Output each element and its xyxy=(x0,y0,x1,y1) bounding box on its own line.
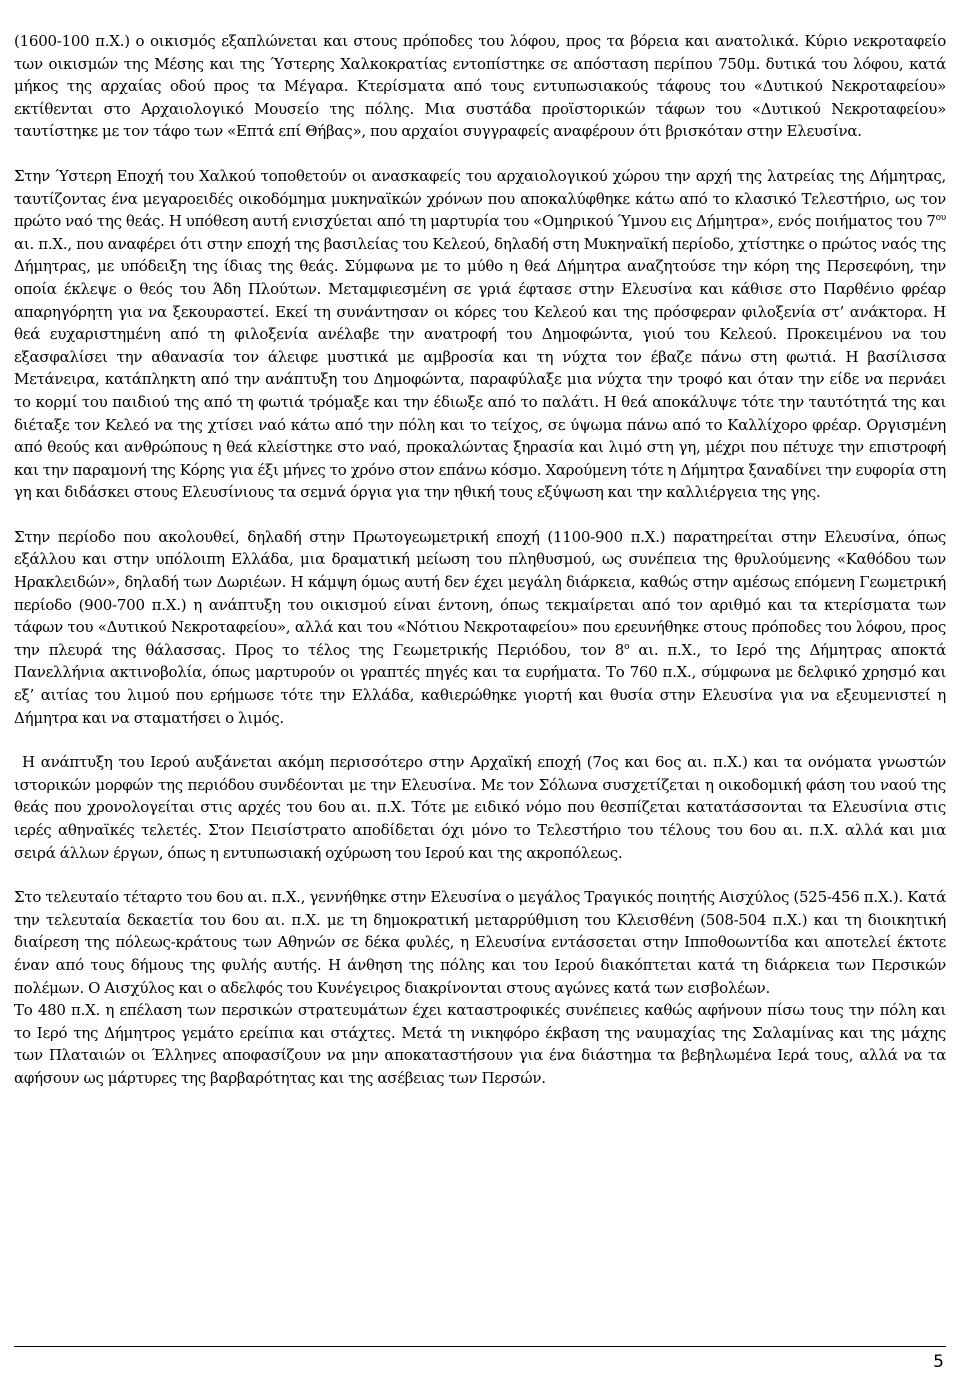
paragraph-text: Στο τελευταίο τέταρτο του 6ου αι. π.Χ., γεννήθηκε στην Ελευσίνα ο μεγάλος Τραγικός ποιητής Αισχύλος (525-456 π.Χ.). Κατά την τελευταία δεκαετία του 6ου αι. π.Χ. με τη δημοκρατική μεταρρύθμιση του Κλεισθένη (508-504 π.Χ.) και τη διοικητική διαίρεση της πόλεως-κράτους των Αθηνών σε δέκα φυλές, η Ελευσίνα εντάσσεται στην Ιπποθοωντίδα και αποτελεί έκτοτε έναν από τους δήμους της φυλής αυτής. Η άνθηση της πόλης και του Ιερού διακόπτεται κατά τη διάρκεια των Περσικών πολέμων. Ο Αισχύλος και ο αδελφός του Κυνέγειρος διακρίνονται στους αγώνες κατά των εισβολέων. xyxy=(14,888,946,997)
paragraph-text: Στην περίοδο που ακολουθεί, δηλαδή στην Πρωτογεωμετρική εποχή (1100-900 π.Χ.) παρατηρείται στην Ελευσίνα, όπως εξάλλου και στην υπόλοιπη Ελλάδα, μια δραματική μείωση του πληθυσμού, ως συνέπεια της θρυλούμενης «Καθόδου των Ηρακλειδών», δηλαδή των Δωριέων. Η κάμψη όμως αυτή δεν έχει μεγάλη διάρκεια, καθώς στην αμέσως επόμενη Γεωμετρική περίοδο (900-700 π.Χ.) η ανάπτυξη του οικισμού είναι έντονη, όπως τεκμαίρεται από τον αριθμό και τα κτερίσματα των τάφων του «Δυτικού Νεκροταφείου», αλλά και του «Νότιου Νεκροταφείου» που ερευνήθηκε στους πρόποδες του λόφου, προς την πλευρά της θάλασσας. Προς το τέλος της Γεωμετρικής Περιόδου, τον 8 xyxy=(14,527,946,659)
paragraph-text: αι. π.Χ., το Ιερό της Δήμητρας αποκτά Πανελλήνια ακτινοβολία, όπως μαρτυρούν οι γραπτές πηγές και τα ευρήματα. Το 760 π.Χ., σύμφωνα με δελφικό χρησμό και εξ’ αιτίας του λιμού που ερήμωσε τότε την Ελλάδα, καθιερώθηκε γιορτή και θυσία στην Ελευσίνα για να εξευμενιστεί η Δήμητρα και να σταματήσει ο λιμός. xyxy=(14,640,947,727)
paragraph-gap xyxy=(14,504,946,526)
footer-divider xyxy=(14,1346,946,1347)
paragraph-text: Το 480 π.Χ. η επέλαση των περσικών στρατευμάτων έχει καταστροφικές συνέπειες καθώς αφήνουν πίσω τους την πόλη και το Ιερό της Δήμητρος γεμάτο ερείπια και στάχτες. Μετά τη νικηφόρο έκβαση της ναυμαχίας της Σαλαμίνας και της μάχης των Πλαταιών οι Έλληνες αποφασίζουν να μην αποκαταστήσουν για ένα διάστημα τα βεβηλωμένα Ιερά τους, αλλά να τα αφήσουν ως μάρτυρες της βαρβαρότητας και της ασέβειας των Περσών. xyxy=(14,1001,946,1087)
paragraph-text: Στην Ύστερη Εποχή του Χαλκού τοποθετούν οι ανασκαφείς του αρχαιολογικού χώρου την αρχή της λατρείας της Δήμητρας, ταυτίζοντας ένα μεγαροειδές οικοδόμημα μυκηναϊκών χρόνων που αποκαλύφθηκε κάτω από το κλασικό Τελεστήριο, ως τον πρώτο ναό της θεάς. Η υπόθεση αυτή ενισχύεται από τη μαρτυρία του «Ομηρικού Ύμνου εις Δήμητρα», ενός ποιήματος του 7 xyxy=(14,166,946,231)
paragraph-persian-invasion xyxy=(14,999,946,1089)
paragraph-text: αι. π.Χ., που αναφέρει ότι στην εποχή της βασιλείας του Κελεού, δηλαδή στη Μυκηναϊκή περίοδο, χτίστηκε ο πρώτος ναός της Δήμητρας, με υπόδειξη της ίδιας της θεάς. Σύμφωνα με το μύθο η θεά Δήμητρα αναζητούσε την κόρη της Περσεφόνη, την οποία έκλεψε ο θεός του Άδη Πλούτων. Μεταμφιεσμένη σε γριά έφτασε στην Ελευσίνα και κάθισε στο Παρθένιο φρέαρ απαρηγόρητη για να ξεκουραστεί. Εκεί τη συνάντησαν οι κόρες του Κελεού και της πρόσφεραν φιλοξενία στ’ ανάκτορα. Η θεά ευχαριστημένη από τη φιλοξενία ανέλαβε την ανατροφή του Δημοφώντα, γιού του Κελεού. Προκειμένου να του εξασφαλίσει την αθανασία τον άλειφε μυστικά με αμβροσία και τη νύχτα τον έβαζε πάνω στη φωτιά. Η βασίλισσα Μετάνειρα, κατάπληκτη από την ανάπτυξη του Δημοφώντα, παραφύλαξε μια νύχτα την τροφό και όταν την είδε να περνάει το κορμί του παιδιού της από τη φωτιά τρόμαξε και την έδιωξε από το παλάτι. Η θεά αποκάλυψε τότε την ταυτότητά της και διέταξε τον Κελεό να της χτίσει ναό κάτω από την πόλη και το τείχος, σε ύψωμα πάνω από το Καλλίχορο φρέαρ. Οργισμένη από θεούς και ανθρώπους η θεά κλείστηκε στο ναό, προκαλώντας ξηρασία και λιμό στη γη, μέχρι που πέτυχε την επιστροφή και την παραμονή της Κόρης για έξι μήνες το χρόνο στον επάνω κόσμο. Χαρούμενη τότε η Δήμητρα ξαναδίνει την ευφορία στη γη και διδάσκει στους Ελευσίνιους τα σεμνά όργια για την ηθική τους εξύψωση και την καλλιέργεια της γης. xyxy=(14,234,946,502)
page-number: 5 xyxy=(933,1352,944,1372)
paragraph-gap xyxy=(14,143,946,165)
paragraph-geometric-period xyxy=(14,526,946,729)
paragraph-archaic-period xyxy=(14,751,946,864)
paragraph-gap xyxy=(14,729,946,751)
paragraph-gap xyxy=(14,864,946,886)
ordinal-superscript: ου xyxy=(935,213,946,224)
document-body xyxy=(14,30,946,1090)
paragraph-text: Η ανάπτυξη του Ιερού αυξάνεται ακόμη περισσότερο στην Αρχαϊκή εποχή (7ος και 6ος αι. π.Χ.) και τα ονόματα γνωστών ιστορικών μορφών της περιόδου συνδέονται με την Ελευσίνα. Με τον Σόλωνα συσχετίζεται η οικοδομική φάση του ναού της θεάς που χρονολογείται στις αρχές του 6ου αι. π.Χ. Τότε με ειδικό νόμο που θεσπίζεται κατατάσσονται τα Ελευσίνια στις ιερές αθηναϊκές τελετές. Στον Πεισίστρατο αποδίδεται όχι μόνο το Τελεστήριο του τέλους του 6ου αι. π.Χ. αλλά και μια σειρά άλλων έργων, όπως η εντυπωσιακή οχύρωση του Ιερού και της ακροπόλεως. xyxy=(14,753,946,862)
paragraph-aeschylus xyxy=(14,886,946,999)
ordinal-superscript: ο xyxy=(624,641,630,652)
paragraph-text: (1600-100 π.Χ.) ο οικισμός εξαπλώνεται και στους πρόποδες του λόφου, προς τα βόρεια και ανατολικά. Κύριο νεκροταφείο των οικισμών της Μέσης και της Ύστερης Χαλκοκρατίας εντοπίστηκε σε απόσταση περίπου 750μ. δυτικά του λόφου, κατά μήκος της αρχαίας οδού προς τα Μέγαρα. Κτερίσματα από τους εντυπωσιακούς τάφους του «Δυτικού Νεκροταφείου» εκτίθενται στο Αρχαιολογικό Μουσείο της πόλης. Μια συστάδα προϊστορικών τάφων του «Δυτικού Νεκροταφείου» ταυτίστηκε με τον τάφο των «Επτά επί Θήβας», που αρχαίοι συγγραφείς αναφέρουν ότι βρισκόταν στην Ελευσίνα. xyxy=(14,32,946,141)
paragraph-demeter-cult xyxy=(14,165,946,504)
paragraph-prehistoric-settlement xyxy=(14,30,946,143)
